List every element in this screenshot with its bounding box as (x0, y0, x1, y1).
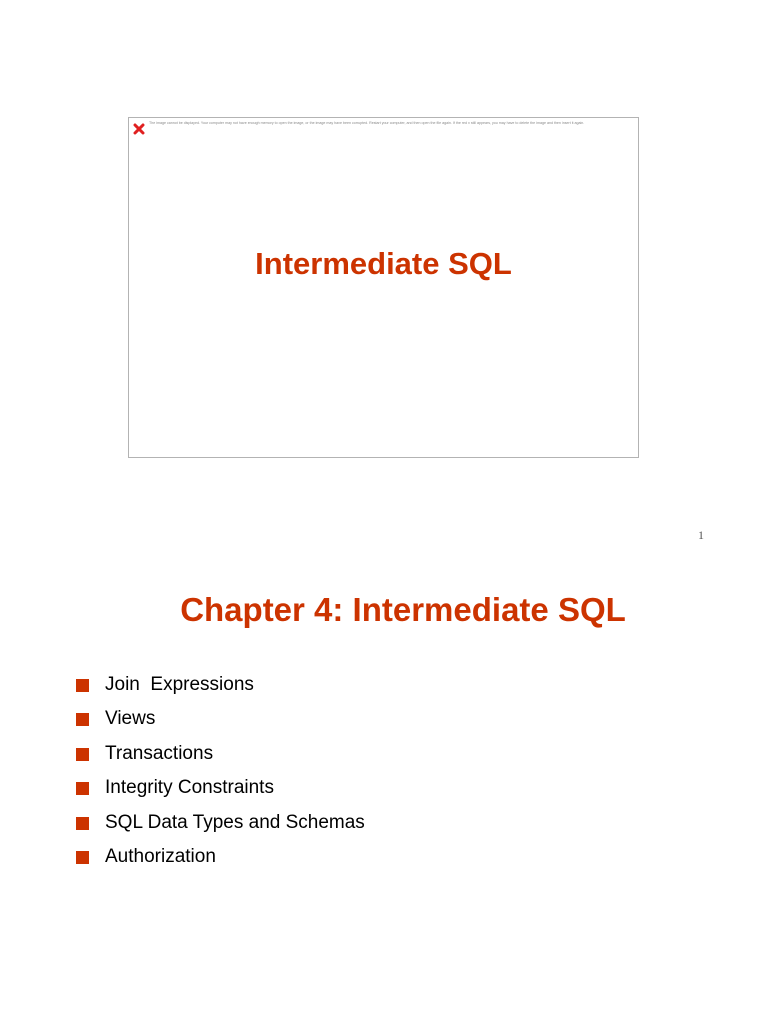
broken-image-icon (133, 122, 145, 134)
page-number: 1 (698, 528, 704, 542)
bullet-text: Views (105, 708, 156, 730)
list-item (76, 810, 365, 844)
broken-image-message: The image cannot be displayed. Your computer may not have enough memory to open the image, or the image may have been corrupted. Restart your computer, and then open the file again. If the red x still appears, you may have to delete the image and then insert it again. (149, 121, 585, 125)
bullet-text: Authorization (105, 845, 216, 867)
square-bullet-icon (76, 782, 89, 795)
list-item (76, 741, 365, 775)
list-item (76, 775, 365, 809)
square-bullet-icon (76, 851, 89, 864)
list-item (76, 844, 365, 878)
slide-1-title: Intermediate SQL (255, 246, 512, 281)
bullet-text: SQL Data Types and Schemas (105, 811, 365, 833)
bullet-text: Join Expressions (105, 674, 254, 695)
square-bullet-icon (76, 817, 89, 830)
list-item (76, 706, 365, 740)
square-bullet-icon (76, 713, 89, 726)
bullet-text: Transactions (105, 742, 214, 764)
square-bullet-icon (76, 679, 89, 692)
chapter-title: Chapter 4: Intermediate SQL (180, 591, 626, 628)
bullet-text: Integrity Constraints (105, 777, 274, 799)
list-item (76, 672, 365, 706)
square-bullet-icon (76, 748, 89, 761)
slide-1-frame (128, 117, 639, 458)
topic-bullet-list (76, 672, 365, 878)
